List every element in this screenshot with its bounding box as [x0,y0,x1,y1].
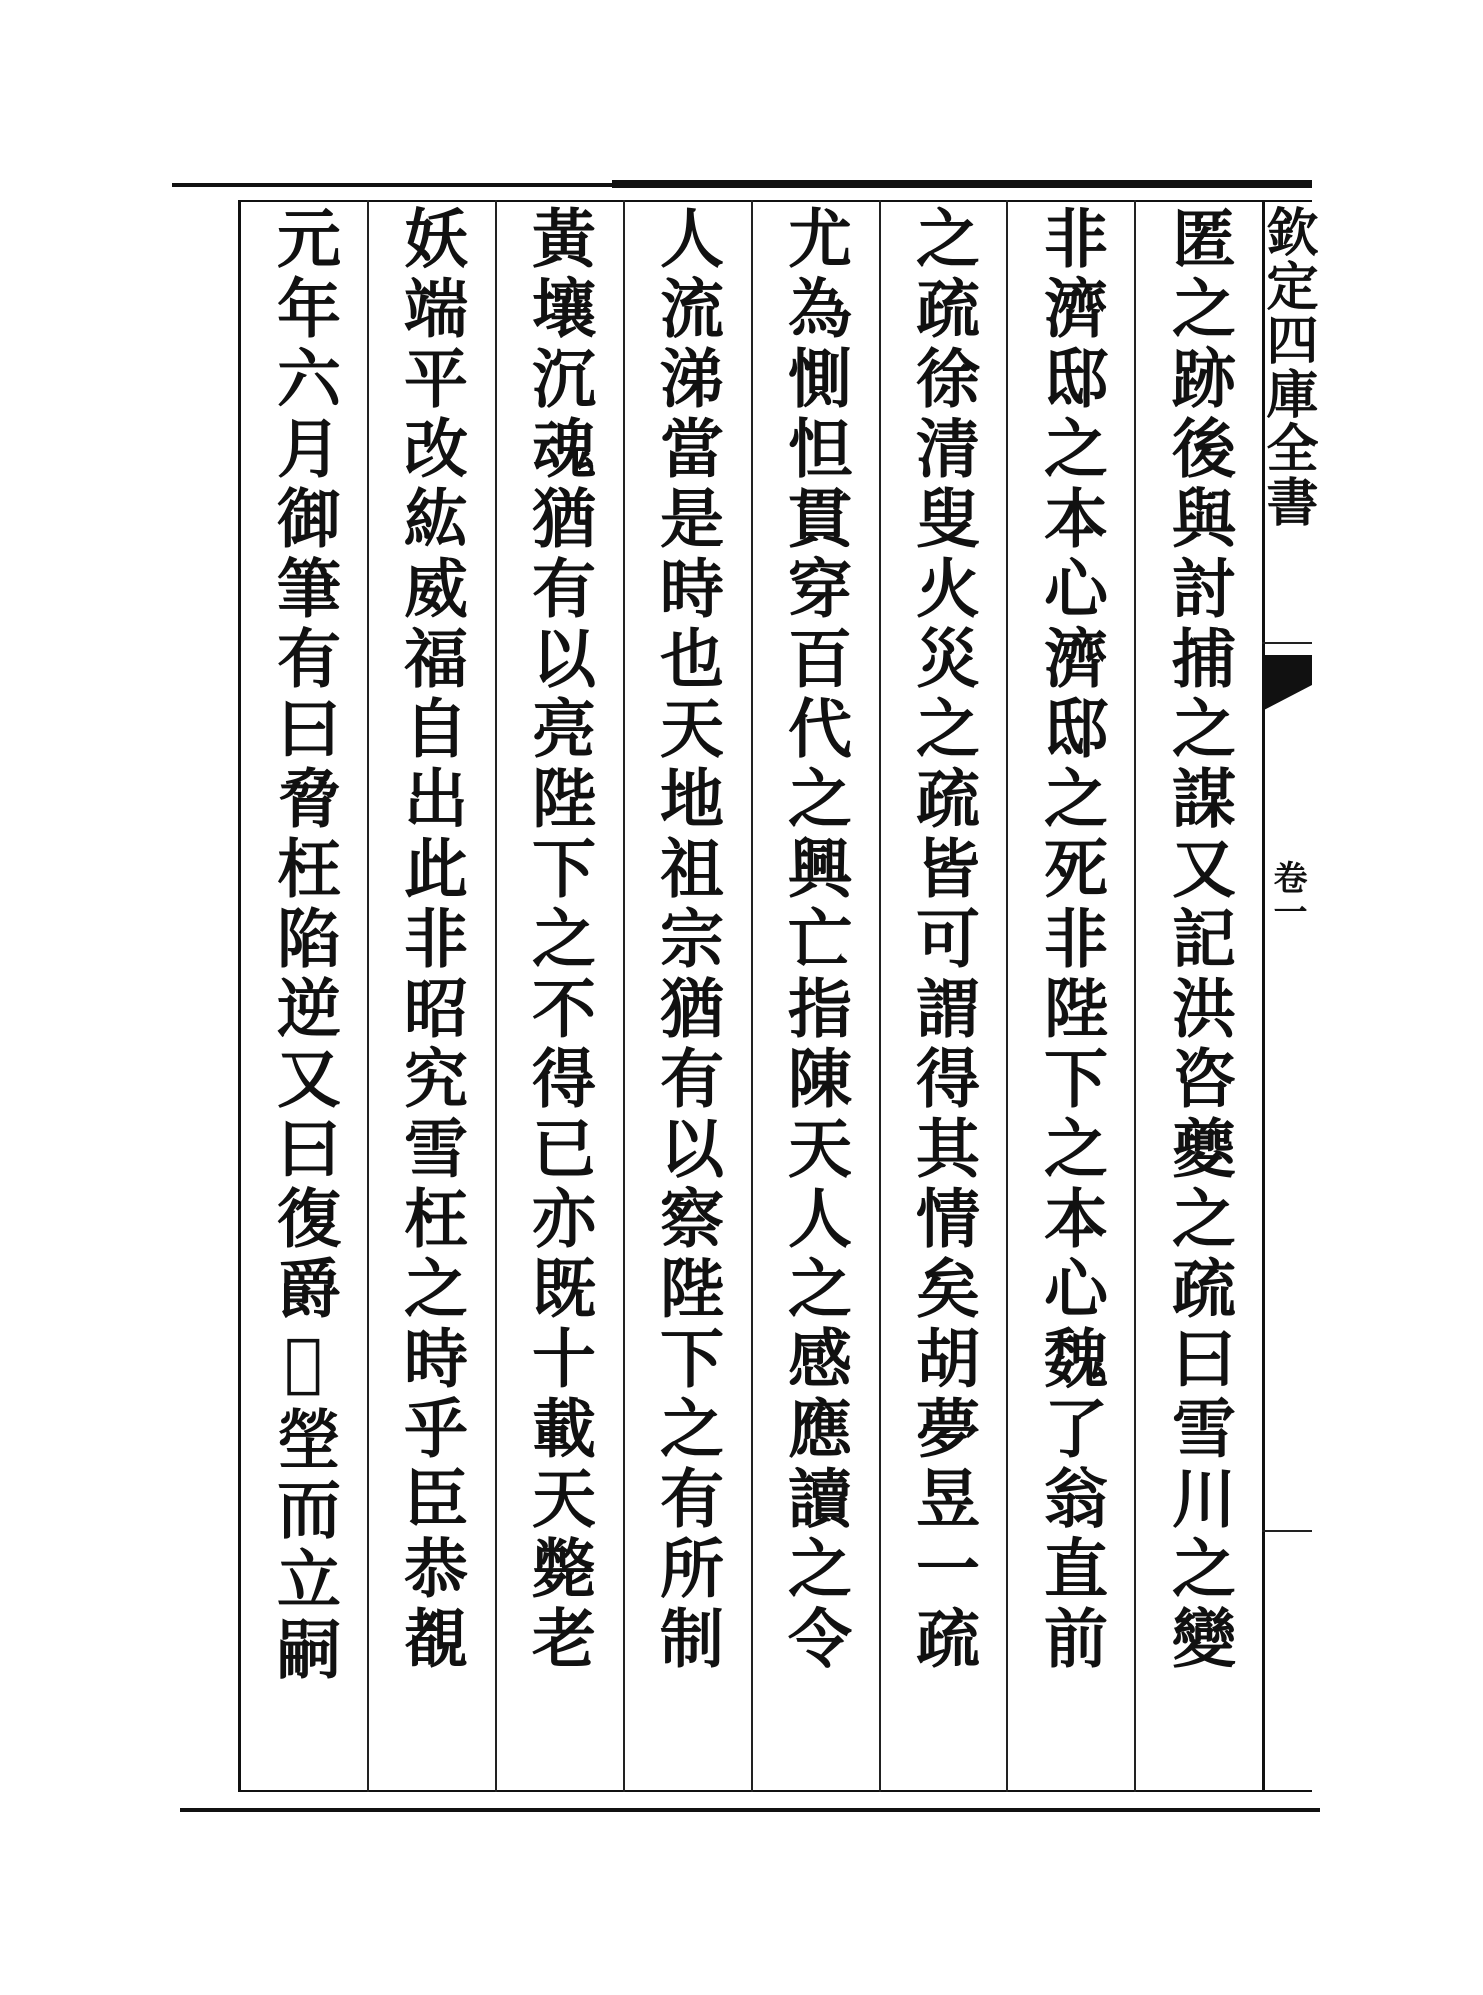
text-body [240,205,1262,1785]
bottom-inner-rule [238,1790,1312,1792]
margin-divider [1262,1530,1312,1532]
margin-divider [1262,642,1312,644]
top-outer-thick-rule [612,180,1312,188]
text-column-3: 之疏徐清叟火災之疏皆可謂得其情矣胡夢昱一疏 [905,205,980,1675]
text-column-7: 妖端平改紘威福自出此非昭究雪枉之時乎臣恭覩 [393,205,468,1675]
text-column-1: 匿之跡後與討捕之謀又記洪咨夔之疏曰雪川之變 [1161,205,1236,1675]
text-column-2: 非濟邸之本心濟邸之死非陛下之本心魏了翁直前 [1033,205,1108,1675]
fish-tail-icon [1262,655,1312,711]
bottom-outer-rule [180,1808,1320,1812]
text-column-8: 元年六月御筆有曰脅枉陷逆又曰復爵𧺫塋而立嗣 [266,205,341,1686]
text-column-4: 尤為惻怛貫穿百代之興亡指陳天人之感應讀之令 [777,205,852,1675]
margin-volume-label: 卷一 [1267,860,1307,928]
text-column-5: 人流涕當是時也天地祖宗猶有以察陛下之有所制 [649,205,724,1675]
top-inner-rule [238,200,1312,202]
text-column-6: 黃壤沉魂猶有以亮陛下之不得已亦既十載天斃老 [521,205,596,1675]
margin-book-title: 欽定四庫全書 [1257,205,1318,529]
